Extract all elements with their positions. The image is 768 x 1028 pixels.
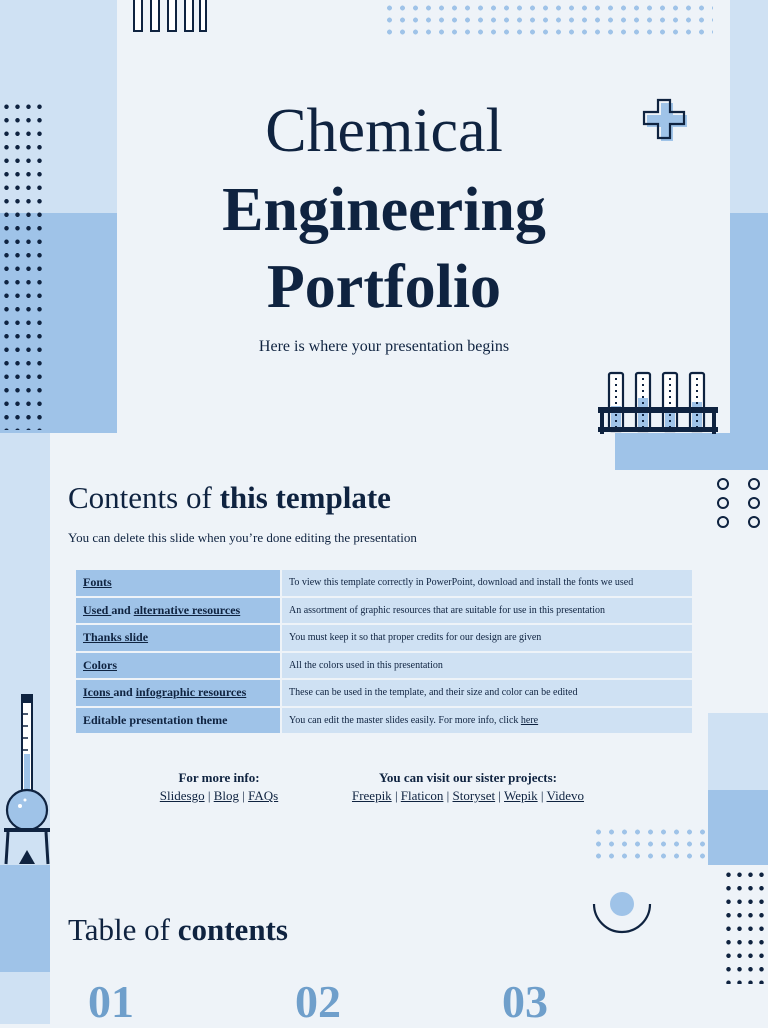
- resource-key-cell: [76, 625, 280, 651]
- bars-icon: [130, 0, 210, 34]
- resource-link[interactable]: infographic resources: [135, 685, 247, 700]
- more-info-link[interactable]: Blog: [213, 788, 239, 803]
- table-row: [76, 625, 692, 651]
- resource-link[interactable]: Fonts: [83, 575, 112, 590]
- sister-projects-links: [318, 788, 618, 804]
- left-strip-mid: [0, 865, 50, 972]
- contents-description: You can delete this slide when you’re done editing the presentation: [68, 530, 417, 545]
- more-info-title: For more info:: [178, 770, 260, 785]
- resource-key-cell: [76, 680, 280, 706]
- link-separator: |: [537, 788, 547, 803]
- link-separator: |: [204, 788, 214, 803]
- toc-number-3: 03: [502, 976, 548, 1027]
- resource-key-text: Editable presentation theme: [83, 712, 228, 727]
- here-link[interactable]: here: [520, 714, 539, 726]
- half-circle-icon: [590, 888, 656, 938]
- ring-icon: [748, 497, 760, 509]
- resource-link[interactable]: Colors: [83, 657, 117, 672]
- title-line-2: Engineering: [222, 176, 546, 244]
- resource-link[interactable]: Icons: [83, 685, 114, 700]
- resource-desc-cell: [282, 708, 692, 734]
- ring-icon: [717, 516, 729, 528]
- sister-project-link[interactable]: Flaticon: [400, 788, 444, 803]
- heading-regular: Contents of: [68, 480, 220, 515]
- lower-dot-band: [592, 826, 708, 864]
- ring-icon: [748, 478, 760, 490]
- more-info-link[interactable]: FAQs: [248, 788, 279, 803]
- toc-title-regular: Table of: [68, 912, 178, 947]
- table-row: [76, 570, 692, 596]
- toc-title: [68, 912, 288, 948]
- link-separator: |: [495, 788, 505, 803]
- ring-icon: [748, 516, 760, 528]
- resource-link[interactable]: Thanks slide: [83, 630, 149, 645]
- ring-icon: [717, 497, 729, 509]
- more-info-block: [124, 770, 314, 804]
- sister-project-link[interactable]: Wepik: [504, 788, 538, 803]
- cover-slide: [0, 0, 768, 470]
- resource-desc-cell: [282, 570, 692, 596]
- resource-key-cell: [76, 598, 280, 624]
- title-line-3: Portfolio: [266, 253, 502, 321]
- table-row: [76, 598, 692, 624]
- resource-desc-cell: [282, 653, 692, 679]
- bottom-right-dot-grid: [723, 868, 767, 984]
- heading-bold: this template: [219, 480, 391, 515]
- link-separator: |: [443, 788, 453, 803]
- resources-table: [74, 568, 694, 735]
- sister-project-link[interactable]: Videvo: [546, 788, 585, 803]
- sister-project-link[interactable]: Storyset: [452, 788, 496, 803]
- contents-heading: [68, 480, 391, 516]
- left-strip-light-bottom: [0, 972, 50, 1024]
- resource-desc-cell: [282, 598, 692, 624]
- table-row: [76, 680, 692, 706]
- resource-key-cell: [76, 653, 280, 679]
- resource-key-cell: [76, 570, 280, 596]
- more-info-links: [124, 788, 314, 804]
- test-tube-rack-icon: [596, 370, 720, 434]
- toc-number-1: 01: [88, 976, 134, 1027]
- resource-key-text: and: [113, 685, 136, 700]
- resource-desc-cell: [282, 680, 692, 706]
- bottom-right-block: [615, 433, 768, 470]
- resource-desc-cell: [282, 625, 692, 651]
- toc-title-bold: contents: [177, 912, 288, 947]
- top-dot-band: [383, 2, 713, 38]
- ring-icon: [717, 478, 729, 490]
- cover-subtitle: Here is where your presentation begins: [258, 338, 510, 355]
- link-separator: |: [391, 788, 401, 803]
- table-row: [76, 653, 692, 679]
- link-separator: |: [238, 788, 249, 803]
- right-block-light-lower: [708, 713, 768, 790]
- resource-desc-text: To view this template correctly in PowerPoint, download and install the fonts we used: [289, 577, 634, 589]
- resource-link[interactable]: alternative resources: [133, 602, 241, 617]
- toc-number-2: 02: [295, 976, 341, 1027]
- right-block-mid-lower: [708, 790, 768, 865]
- flask-icon: [2, 694, 52, 866]
- sister-project-link[interactable]: Freepik: [351, 788, 392, 803]
- more-info-link[interactable]: Slidesgo: [159, 788, 205, 803]
- resource-desc-text: All the colors used in this presentation: [289, 659, 443, 671]
- title-line-1: Chemical: [265, 97, 503, 165]
- resource-desc-text: You can edit the master slides easily. For more info, click: [289, 714, 521, 726]
- resource-desc-text: These can be used in the template, and their size and color can be edited: [289, 687, 578, 699]
- resource-key-text: and: [111, 602, 134, 617]
- table-row: [76, 708, 692, 734]
- resource-desc-text: You must keep it so that proper credits for our design are given: [289, 632, 542, 644]
- resource-key-cell: [76, 708, 280, 734]
- sister-projects-block: [318, 770, 618, 804]
- resource-desc-text: An assortment of graphic resources that are suitable for use in this presentation: [289, 604, 606, 616]
- sister-projects-title: You can visit our sister projects:: [378, 770, 558, 785]
- resource-link[interactable]: Used: [83, 602, 112, 617]
